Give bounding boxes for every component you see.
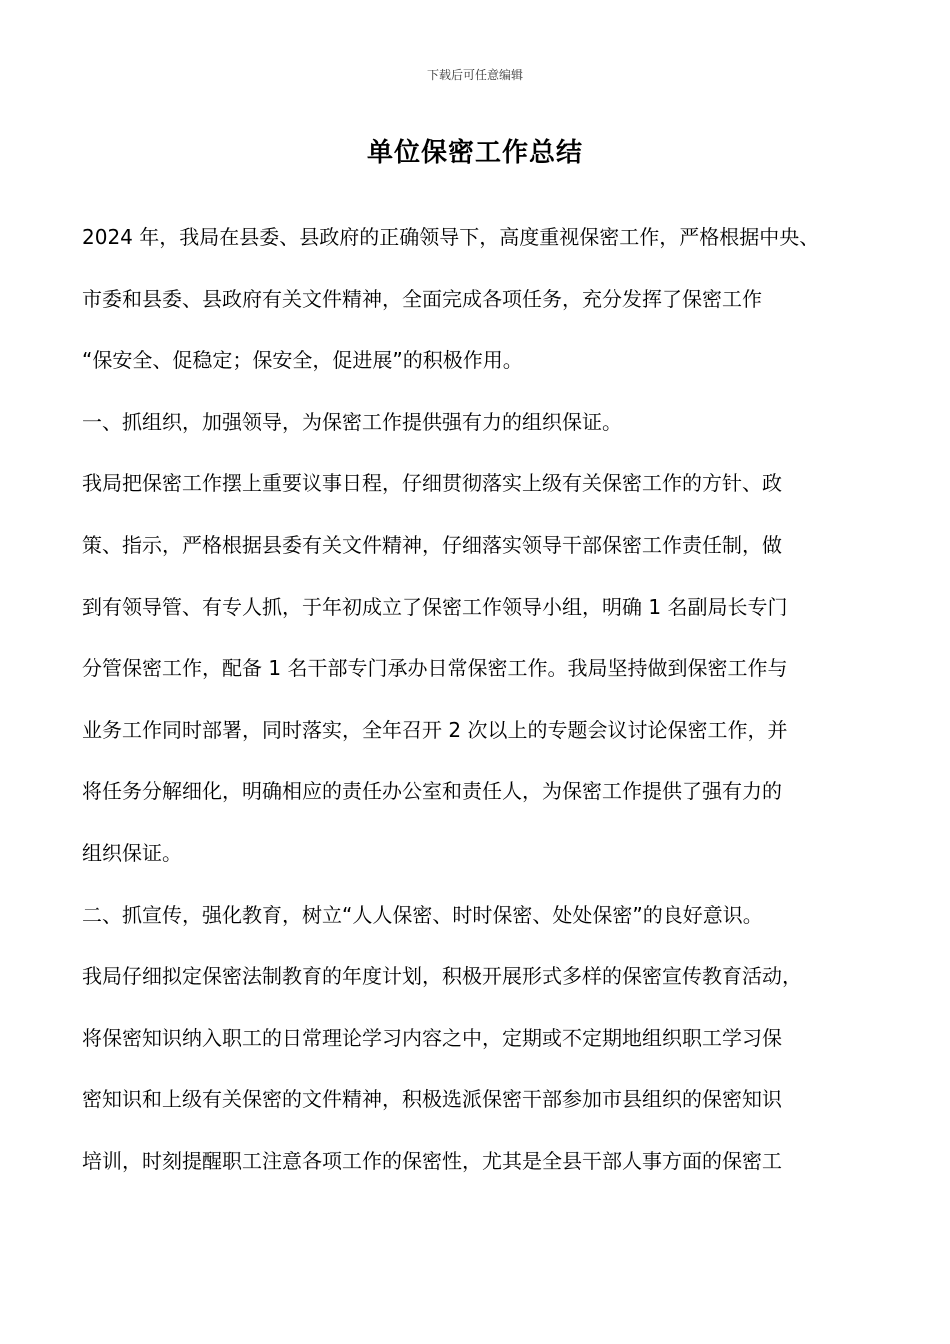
body-line: 我局把保密工作摆上重要议事日程，仔细贯彻落实上级有关保密工作的方针、政	[82, 471, 782, 496]
body-line: 组织保证。	[82, 840, 182, 865]
body-line: 市委和县委、县政府有关文件精神，全面完成各项任务，充分发挥了保密工作	[82, 286, 762, 311]
body-line: 我局仔细拟定保密法制教育的年度计划，积极开展形式多样的保密宣传教育活动，	[82, 964, 802, 989]
body-line: 将任务分解细化，明确相应的责任办公室和责任人，为保密工作提供了强有力的	[82, 779, 782, 804]
section-heading-2: 二、抓宣传，强化教育，树立“人人保密、时时保密、处处保密”的良好意识。	[82, 902, 763, 927]
document-body	[82, 218, 882, 1204]
body-line: 到有领导管、有专人抓，于年初成立了保密工作领导小组，明确 1 名副局长专门	[82, 594, 788, 619]
document-title: 单位保密工作总结	[366, 138, 583, 168]
body-line: 策、指示，严格根据县委有关文件精神，仔细落实领导干部保密工作责任制，做	[82, 532, 782, 557]
body-line: 培训，时刻提醒职工注意各项工作的保密性，尤其是全县干部人事方面的保密工	[82, 1148, 782, 1173]
body-line: “保安全、促稳定；保安全，促进展”的积极作用。	[82, 348, 523, 373]
body-line: 分管保密工作，配备 1 名干部专门承办日常保密工作。我局坚持做到保密工作与	[82, 656, 788, 681]
body-line: 业务工作同时部署，同时落实，全年召开 2 次以上的专题会议讨论保密工作，并	[82, 717, 788, 742]
header-note: 下载后可任意编辑	[426, 68, 523, 82]
body-line: 密知识和上级有关保密的文件精神，积极选派保密干部参加市县组织的保密知识	[82, 1087, 782, 1112]
body-line: 2024 年，我局在县委、县政府的正确领导下，高度重视保密工作，严格根据中央、	[82, 225, 820, 249]
section-heading-1: 一、抓组织，加强领导，为保密工作提供强有力的组织保证。	[82, 409, 622, 434]
body-line: 将保密知识纳入职工的日常理论学习内容之中，定期或不定期地组织职工学习保	[82, 1025, 782, 1050]
